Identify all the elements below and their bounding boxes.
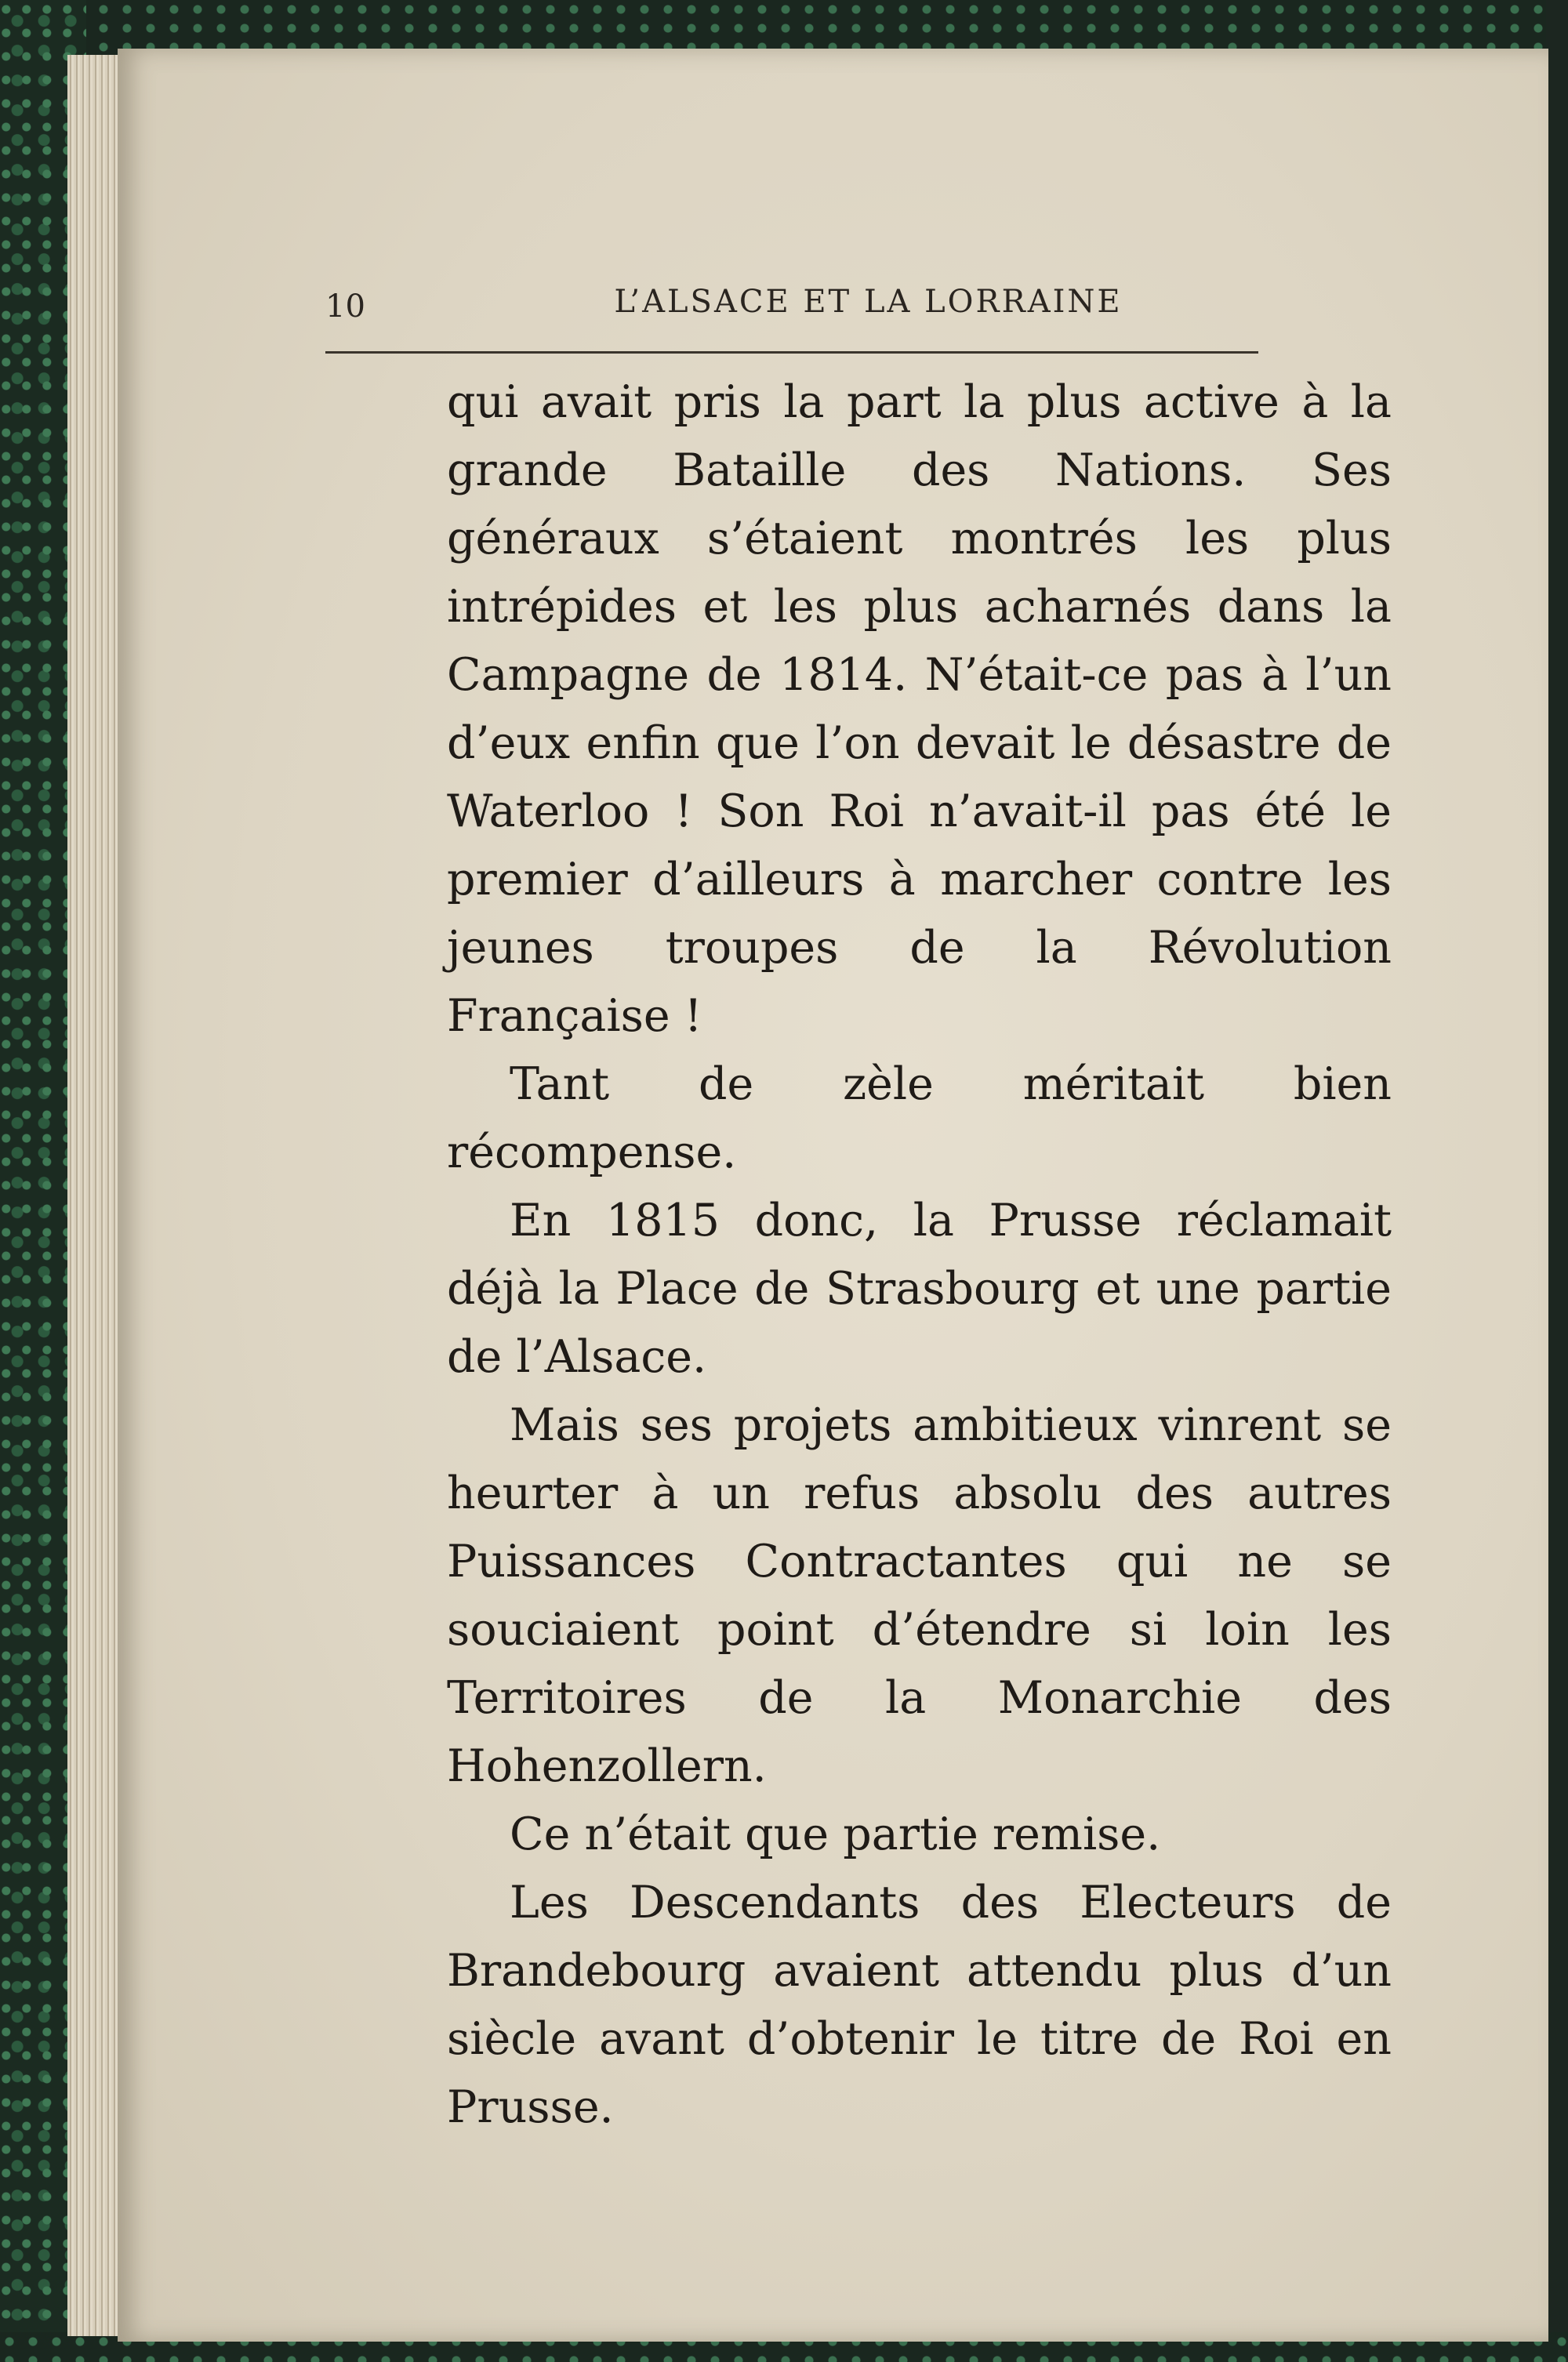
- paragraph: Ce n’était que partie remise.: [510, 1809, 1161, 1860]
- page-number: 10: [325, 288, 365, 325]
- paragraph: Tant de zèle méritait bien récompense.: [447, 1058, 1392, 1178]
- header-rule: [325, 351, 1258, 354]
- paragraph: Mais ses projets ambitieux vinrent se heurter à un refus absolu des autres Puissances Contractantes qui ne se souciaient point d’étendre si loin les Territoires de la Monarchie des Hohenzollern.: [447, 1399, 1392, 1792]
- paragraph: En 1815 donc, la Prusse réclamait déjà la Place de Strasbourg et une partie de l’Alsace.: [447, 1195, 1392, 1383]
- cover-top-edge: [0, 0, 1568, 55]
- cover-right-edge: [1546, 0, 1568, 2362]
- paragraph: Les Descendants des Electeurs de Brandebourg avaient attendu plus d’un siècle avant d’obtenir le titre de Roi en Prusse.: [447, 1877, 1392, 2133]
- body-text: [447, 368, 1392, 2142]
- running-head: [325, 226, 1411, 351]
- running-title: L’ALSACE ET LA LORRAINE: [614, 284, 1123, 320]
- paragraph: qui avait pris la part la plus active à la grande Bataille des Nations. Ses généraux s’étaient montrés les plus intrépides et les plus acharnés dans la Campagne de 1814. N’était-ce pas à l’un d’eux enfin que l’on devait le désastre de Waterloo ! Son Roi n’avait-il pas été le premier d’ailleurs à marcher contre les jeunes troupes de la Révolution Française !: [447, 376, 1392, 1042]
